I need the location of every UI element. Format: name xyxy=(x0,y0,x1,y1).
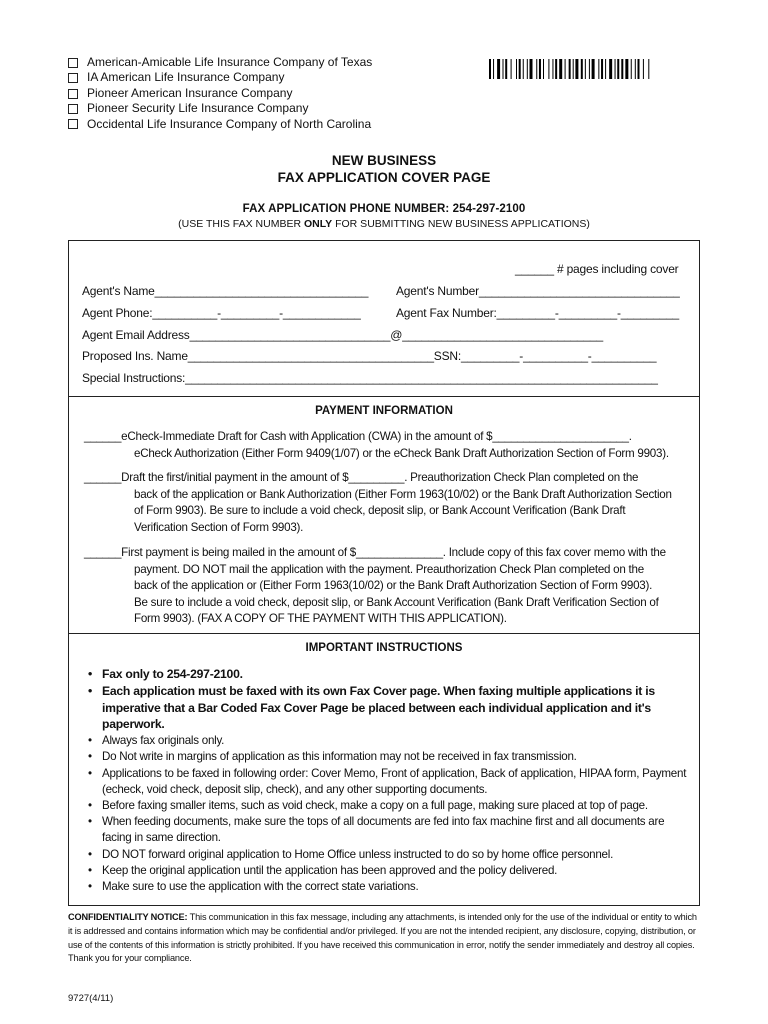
special-instructions-field[interactable]: Special Instructions:_________________________________________________________________________ xyxy=(82,371,658,385)
barcode-bar xyxy=(609,59,612,79)
fax-usage-note xyxy=(0,218,768,230)
barcode-bar xyxy=(625,59,628,79)
barcode-bar xyxy=(497,59,500,79)
barcode-bar xyxy=(598,59,599,79)
company-checklist xyxy=(68,55,372,132)
company-label: Pioneer American Insurance Company xyxy=(87,85,293,100)
payment-line: Form 9903). (FAX A COPY OF THE PAYMENT WITH THIS APPLICATION). xyxy=(134,612,507,626)
list-item: • Before faxing smaller items, such as void check, make a copy on a full page, making sure placed at top of page. xyxy=(88,798,688,814)
list-item: • Fax only to 254-297-2100. xyxy=(88,666,688,683)
company-option-ia-american[interactable] xyxy=(68,70,372,85)
company-option-pioneer-security[interactable] xyxy=(68,101,372,116)
form-number: 9727(4/11) xyxy=(68,993,114,1004)
agent-number-field[interactable]: Agent's Number_______________________________ xyxy=(396,284,680,298)
list-item: • Each application must be faxed with its own Fax Cover page. When faxing multiple applications it is imperative that a Bar Coded Fax Cover Page be placed between each individual application and it's paperwork. xyxy=(88,683,688,733)
instructions-heading: IMPORTANT INSTRUCTIONS xyxy=(305,642,463,654)
barcode-bar xyxy=(575,59,578,79)
barcode-bar xyxy=(539,59,541,79)
checkbox[interactable] xyxy=(68,58,78,68)
section-divider xyxy=(68,633,700,634)
payment-line[interactable]: ______Draft the first/initial payment in the amount of $_________. Preauthorization Check Plan completed on the xyxy=(84,471,639,484)
barcode-bar xyxy=(493,59,494,79)
payment-line: of Form 9903). Be sure to include a void check, deposit slip, or Bank Account Verification (Bank Draft xyxy=(134,504,626,518)
barcode-bar xyxy=(536,59,537,79)
pages-count-field[interactable]: ______ # pages including cover xyxy=(515,262,679,276)
checkbox[interactable] xyxy=(68,119,78,129)
payment-line: payment. DO NOT mail the application with the payment. Preauthorization Check Plan completed on the xyxy=(134,562,644,576)
barcode-icon xyxy=(489,59,697,79)
barcode-bar xyxy=(559,59,562,79)
barcode-bar xyxy=(511,59,512,79)
barcode-bar xyxy=(565,59,566,79)
barcode-bar xyxy=(592,59,595,79)
barcode-bar xyxy=(555,59,557,79)
payment-line: eCheck Authorization (Either Form 9409(1/07) or the eCheck Bank Draft Authorization Section of Form 9903). xyxy=(134,446,669,460)
barcode-bar xyxy=(503,59,504,79)
company-option-american-amicable[interactable] xyxy=(68,55,372,70)
barcode-bar xyxy=(648,59,649,79)
barcode-bar xyxy=(527,59,528,79)
list-item: • Always fax originals only. xyxy=(88,733,688,749)
title-new-business: NEW BUSINESS xyxy=(331,153,437,168)
barcode-bar xyxy=(635,59,636,79)
checkbox[interactable] xyxy=(68,89,78,99)
agent-phone-field[interactable]: Agent Phone:__________-_________-____________ xyxy=(82,306,361,320)
title-cover-page: FAX APPLICATION COVER PAGE xyxy=(277,170,491,185)
company-option-occidental[interactable] xyxy=(68,117,372,132)
usage-bold: ONLY xyxy=(303,218,333,230)
barcode-bar xyxy=(615,59,616,79)
barcode-bar xyxy=(638,59,640,79)
company-label: Pioneer Security Life Insurance Company xyxy=(87,101,309,116)
barcode-bar xyxy=(552,59,553,79)
list-item: • Do Not write in margins of application as this information may not be received in fax transmission. xyxy=(88,749,688,765)
company-label: American-Amicable Life Insurance Company of Texas xyxy=(87,55,373,69)
barcode-bar xyxy=(530,59,533,79)
instructions-list xyxy=(88,666,688,895)
company-label: IA American Life Insurance Company xyxy=(87,70,285,85)
barcode-bar xyxy=(573,59,574,79)
barcode-bar xyxy=(631,59,632,79)
confidentiality-text: This communication in this fax message, including any attachments, is intended only for the use of the individual or entity to which it is addressed and contains information which may be confidential and/or privileged. If you are not the intended recipient, any disclosure, copying, distribution, or use of the contents of this information is strictly prohibited. If you have received this communication in error, notify the sender immediately and destroy all copies. Thank you for your compliance. xyxy=(68,912,697,964)
barcode-bar xyxy=(523,59,524,79)
company-option-pioneer-american[interactable] xyxy=(68,86,372,101)
barcode-bar xyxy=(516,59,517,79)
agent-name-field[interactable]: Agent's Name_________________________________ xyxy=(82,284,369,298)
barcode-bar xyxy=(543,59,544,79)
barcode-bar xyxy=(589,59,590,79)
payment-line: back of the application or Bank Authorization (Either Form 1963(10/02) or the Bank Draft Authorization Section xyxy=(134,487,672,501)
payment-line[interactable]: ______eCheck-Immediate Draft for Cash with Application (CWA) in the amount of $______________________. xyxy=(84,430,632,443)
payment-line: back of the application or (Either Form 1963(10/02) or the Bank Draft Authorization Section of Form 9903). xyxy=(134,579,653,593)
list-item: • DO NOT forward original application to Home Office unless instructed to do so by home office personnel. xyxy=(88,847,688,863)
payment-option-echeck xyxy=(84,429,694,462)
list-item: • Applications to be faxed in following order: Cover Memo, Front of application, Back of application, HIPAA form, Payment (echeck, void check, deposit slip, check), and any other supporting documents. xyxy=(88,766,688,798)
barcode-bar xyxy=(581,59,583,79)
barcode-bar xyxy=(643,59,644,79)
barcode-bar xyxy=(505,59,507,79)
fax-phone-line: FAX APPLICATION PHONE NUMBER: 254-297-2100 xyxy=(242,203,526,215)
barcode-bar xyxy=(601,59,603,79)
barcode-bar xyxy=(585,59,586,79)
usage-post: FOR SUBMITTING NEW BUSINESS APPLICATIONS) xyxy=(332,218,590,230)
proposed-insured-field[interactable]: Proposed Ins. Name______________________________________SSN:_________-__________-__________ xyxy=(82,349,657,363)
barcode-bar xyxy=(489,59,491,79)
confidentiality-notice xyxy=(68,911,700,966)
barcode-bar xyxy=(569,59,571,79)
section-divider xyxy=(68,396,700,397)
payment-line: Verification Section of Form 9903). xyxy=(134,520,304,534)
checkbox[interactable] xyxy=(68,73,78,83)
checkbox[interactable] xyxy=(68,104,78,114)
barcode-bar xyxy=(621,59,623,79)
list-item: • Keep the original application until the application has been approved and the policy delivered. xyxy=(88,863,688,879)
barcode-bar xyxy=(548,59,549,79)
payment-option-mailed xyxy=(84,545,694,628)
confidentiality-label: CONFIDENTIALITY NOTICE: xyxy=(68,912,188,922)
list-item: • When feeding documents, make sure the tops of all documents are fed into fax machine first and all documents are facing in same direction. xyxy=(88,814,688,846)
payment-heading: PAYMENT INFORMATION xyxy=(315,405,453,417)
barcode-bar xyxy=(605,59,606,79)
company-label: Occidental Life Insurance Company of North Carolina xyxy=(87,116,372,131)
usage-pre: (USE THIS FAX NUMBER xyxy=(178,218,304,230)
agent-fax-field[interactable]: Agent Fax Number:_________-_________-_________ xyxy=(396,306,680,320)
payment-line[interactable]: ______First payment is being mailed in the amount of $______________. Include copy of this fax cover memo with the xyxy=(84,546,666,559)
barcode-bar xyxy=(519,59,521,79)
payment-line: Be sure to include a void check, deposit slip, or Bank Account Verification (Bank Draft Verification Section of xyxy=(134,595,659,609)
payment-option-draft xyxy=(84,470,694,536)
barcode-bar xyxy=(617,59,619,79)
list-item: • Make sure to use the application with the correct state variations. xyxy=(88,879,688,895)
agent-email-field[interactable]: Agent Email Address_______________________________@_______________________________ xyxy=(82,328,603,342)
